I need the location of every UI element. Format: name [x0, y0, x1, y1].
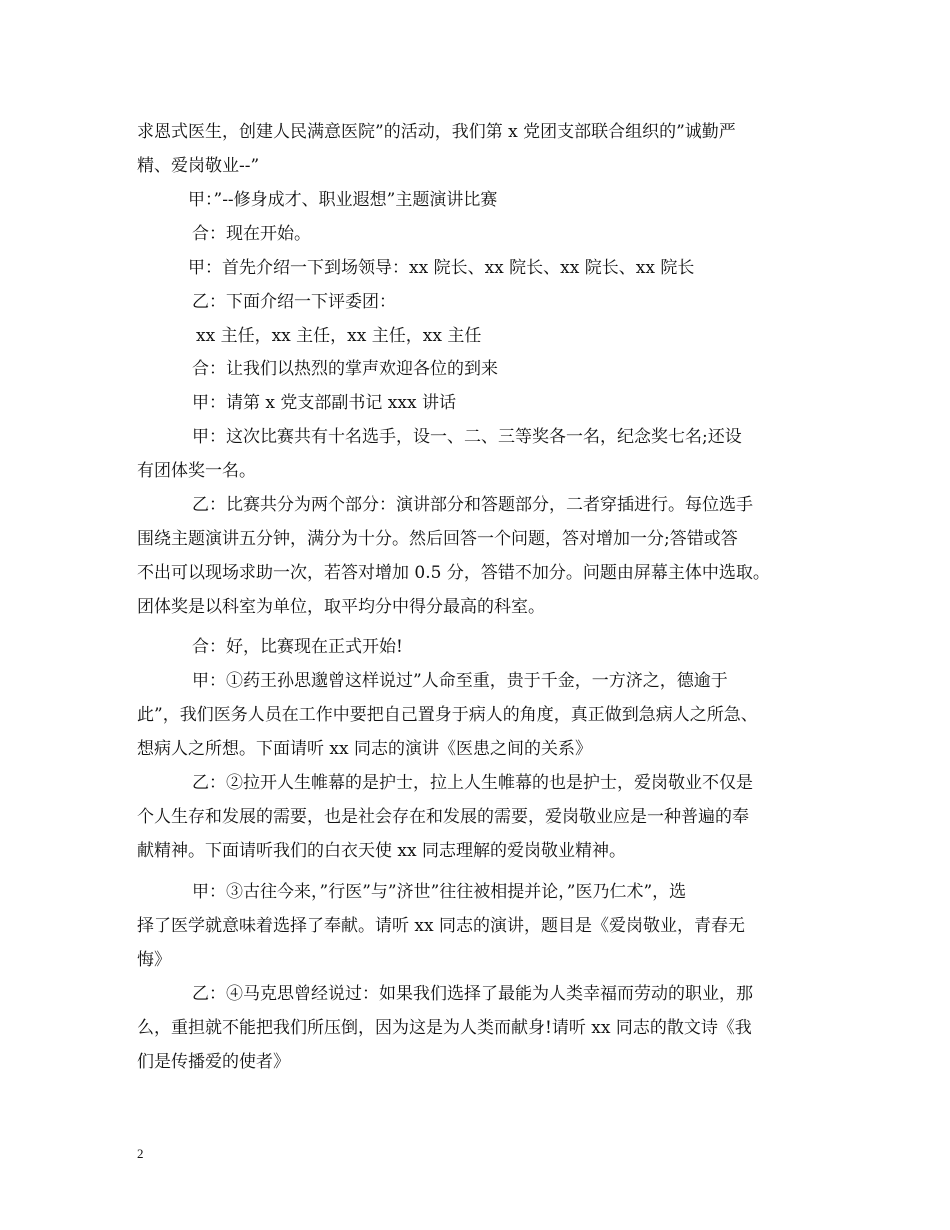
text-line: 围绕主题演讲五分钟，满分为十分。然后回答一个问题，答对增加一分;答错或答 [137, 529, 738, 549]
text-line: 甲：”--修身成才、职业遐想”主题演讲比赛 [188, 190, 498, 210]
text-line: 乙：比赛共分为两个部分：演讲部分和答题部分，二者穿插进行。每位选手 [192, 495, 753, 515]
text-line: xx 主任，xx 主任，xx 主任，xx 主任 [196, 326, 482, 346]
text-line: 么，重担就不能把我们所压倒，因为这是为人类而献身!请听 xx 同志的散文诗《我 [137, 1018, 752, 1038]
text-line: 合：好，比赛现在正式开始! [192, 637, 403, 657]
text-line: 合：让我们以热烈的掌声欢迎各位的到来 [192, 359, 498, 379]
text-line: 乙：④马克思曾经说过：如果我们选择了最能为人类幸福而劳动的职业，那 [192, 984, 753, 1004]
text-line: 甲：请第 x 党支部副书记 xxx 讲话 [192, 393, 456, 413]
text-line: 有团体奖一名。 [137, 461, 256, 481]
text-line: 甲：首先介绍一下到场领导：xx 院长、xx 院长、xx 院长、xx 院长 [188, 258, 695, 278]
text-line: 悔》 [137, 950, 171, 970]
text-line: 甲：这次比赛共有十名选手，设一、二、三等奖各一名，纪念奖七名;还设 [192, 427, 742, 447]
text-line: 甲：③古往今来，”行医”与”济世”往往被相提并论，”医乃仁术”，选 [192, 882, 687, 902]
text-line: 想病人之所想。下面请听 xx 同志的演讲《医患之间的关系》 [137, 739, 592, 759]
text-line: 甲：①药王孙思邈曾这样说过”人命至重，贵于千金，一方济之，德逾于 [192, 671, 728, 691]
text-line: 乙：下面介绍一下评委团： [192, 292, 396, 312]
text-line: 乙：②拉开人生帷幕的是护士，拉上人生帷幕的也是护士，爱岗敬业不仅是 [192, 773, 753, 793]
text-line: 此”，我们医务人员在工作中要把自己置身于病人的角度，真正做到急病人之所急、 [137, 705, 758, 725]
text-line: 不出可以现场求助一次，若答对增加 0.5 分，答错不加分。问题由屏幕主体中选取。 [137, 563, 770, 583]
text-line: 个人生存和发展的需要，也是社会存在和发展的需要，爱岗敬业应是一种普遍的奉 [137, 807, 749, 827]
text-line: 择了医学就意味着选择了奉献。请听 xx 同志的演讲，题目是《爱岗敬业，青春无 [137, 916, 745, 936]
text-line: 献精神。下面请听我们的白衣天使 xx 同志理解的爱岗敬业精神。 [137, 841, 626, 861]
text-line: 合：现在开始。 [192, 224, 311, 244]
text-line: 求恩式医生，创建人民满意医院”的活动，我们第 x 党团支部联合组织的”诚勤严 [137, 122, 736, 142]
page-number: 2 [137, 1146, 144, 1161]
text-line: 团体奖是以科室为单位，取平均分中得分最高的科室。 [137, 597, 545, 617]
text-line: 们是传播爱的使者》 [137, 1052, 290, 1072]
text-line: 精、爱岗敬业--” [137, 156, 260, 176]
